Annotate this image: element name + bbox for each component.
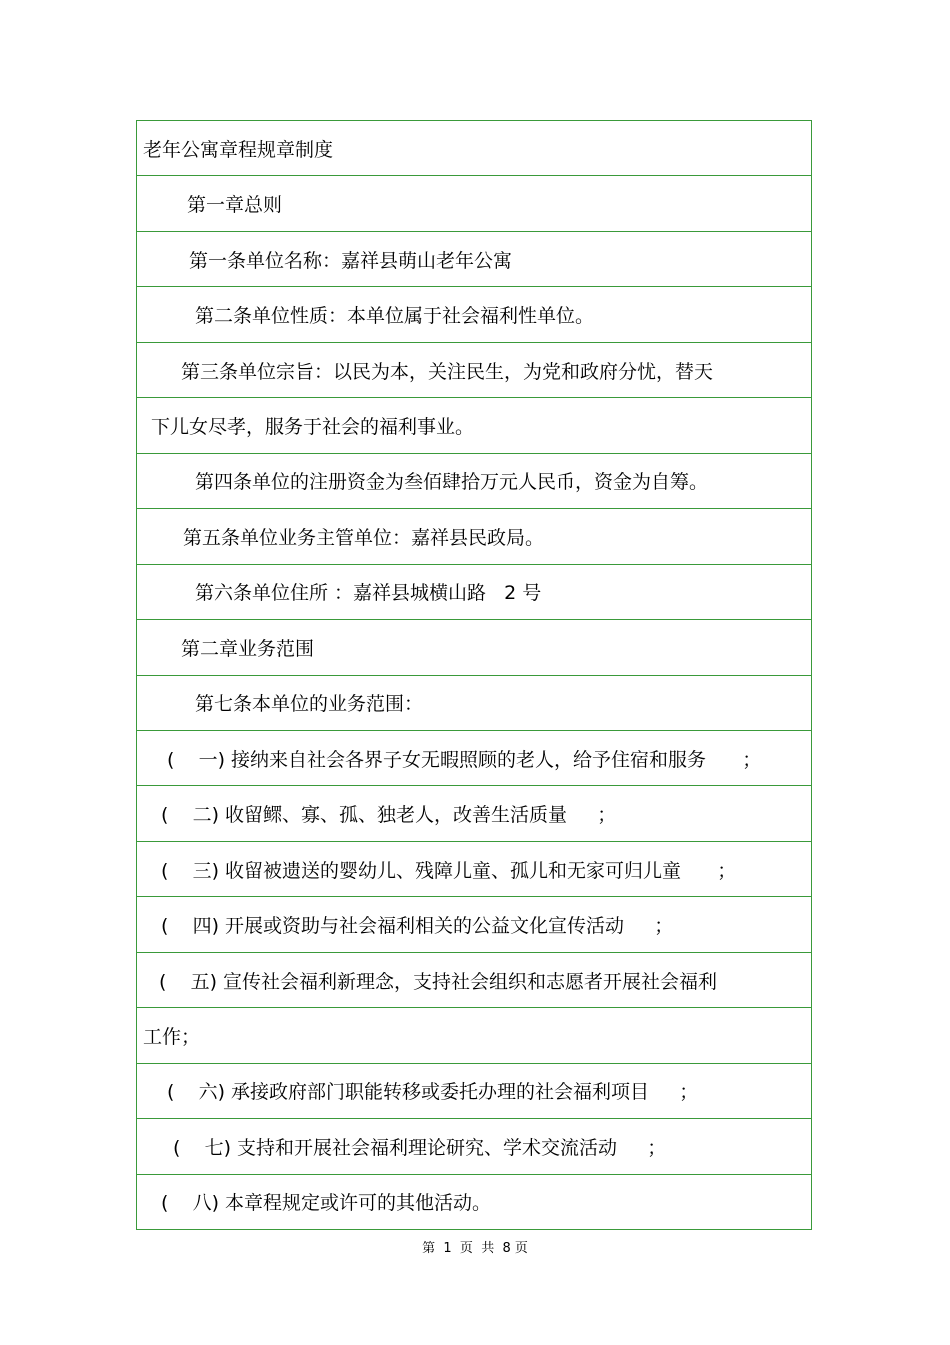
list-item: ( 八) 本章程规定或许可的其他活动。 <box>161 1192 492 1215</box>
list-item: ( 四) 开展或资助与社会福利相关的公益文化宣传活动 ； <box>137 897 811 952</box>
document-title: 老年公寓章程规章制度 <box>137 121 811 176</box>
document-table <box>136 120 812 1230</box>
article-row: 第七条本单位的业务范围： <box>137 676 811 731</box>
article-continuation-row: 下儿女尽孝，服务于社会的福利事业。 <box>137 398 811 453</box>
list-item: ( 二) 收留鳏、寡、孤、独老人，改善生活质量 ； <box>137 786 811 841</box>
article-row: 第五条单位业务主管单位：嘉祥县民政局。 <box>137 509 811 564</box>
list-item: ( 六) 承接政府部门职能转移或委托办理的社会福利项目 ； <box>137 1064 811 1119</box>
list-item: ( 一) 接纳来自社会各界子女无暇照顾的老人，给予住宿和服务 ； <box>137 731 811 786</box>
list-item-continuation: 工作； <box>137 1008 811 1063</box>
article-row: 第三条单位宗旨：以民为本，关注民生，为党和政府分忧，替天 <box>137 343 811 398</box>
article-row: 第四条单位的注册资金为叁佰肆拾万元人民币，资金为自筹。 <box>137 454 811 509</box>
list-item: ( 五) 宣传社会福利新理念，支持社会组织和志愿者开展社会福利 <box>137 953 811 1008</box>
article-row: 第六条单位住所 ：嘉祥县城横山路 2 号 <box>137 565 811 620</box>
article-row: 第一条单位名称：嘉祥县萌山老年公寓 <box>137 232 811 287</box>
article-row: 第二条单位性质：本单位属于社会福利性单位。 <box>137 287 811 342</box>
chapter-heading: 第一章总则 <box>137 176 811 231</box>
page-number: 第 1 页 共 8 页 <box>422 1241 528 1256</box>
list-item: ( 三) 收留被遗送的婴幼儿、残障儿童、孤儿和无家可归儿童 ； <box>137 842 811 897</box>
chapter-heading: 第二章业务范围 <box>137 620 811 675</box>
list-item: ( 七) 支持和开展社会福利理论研究、学术交流活动 ； <box>137 1119 811 1174</box>
